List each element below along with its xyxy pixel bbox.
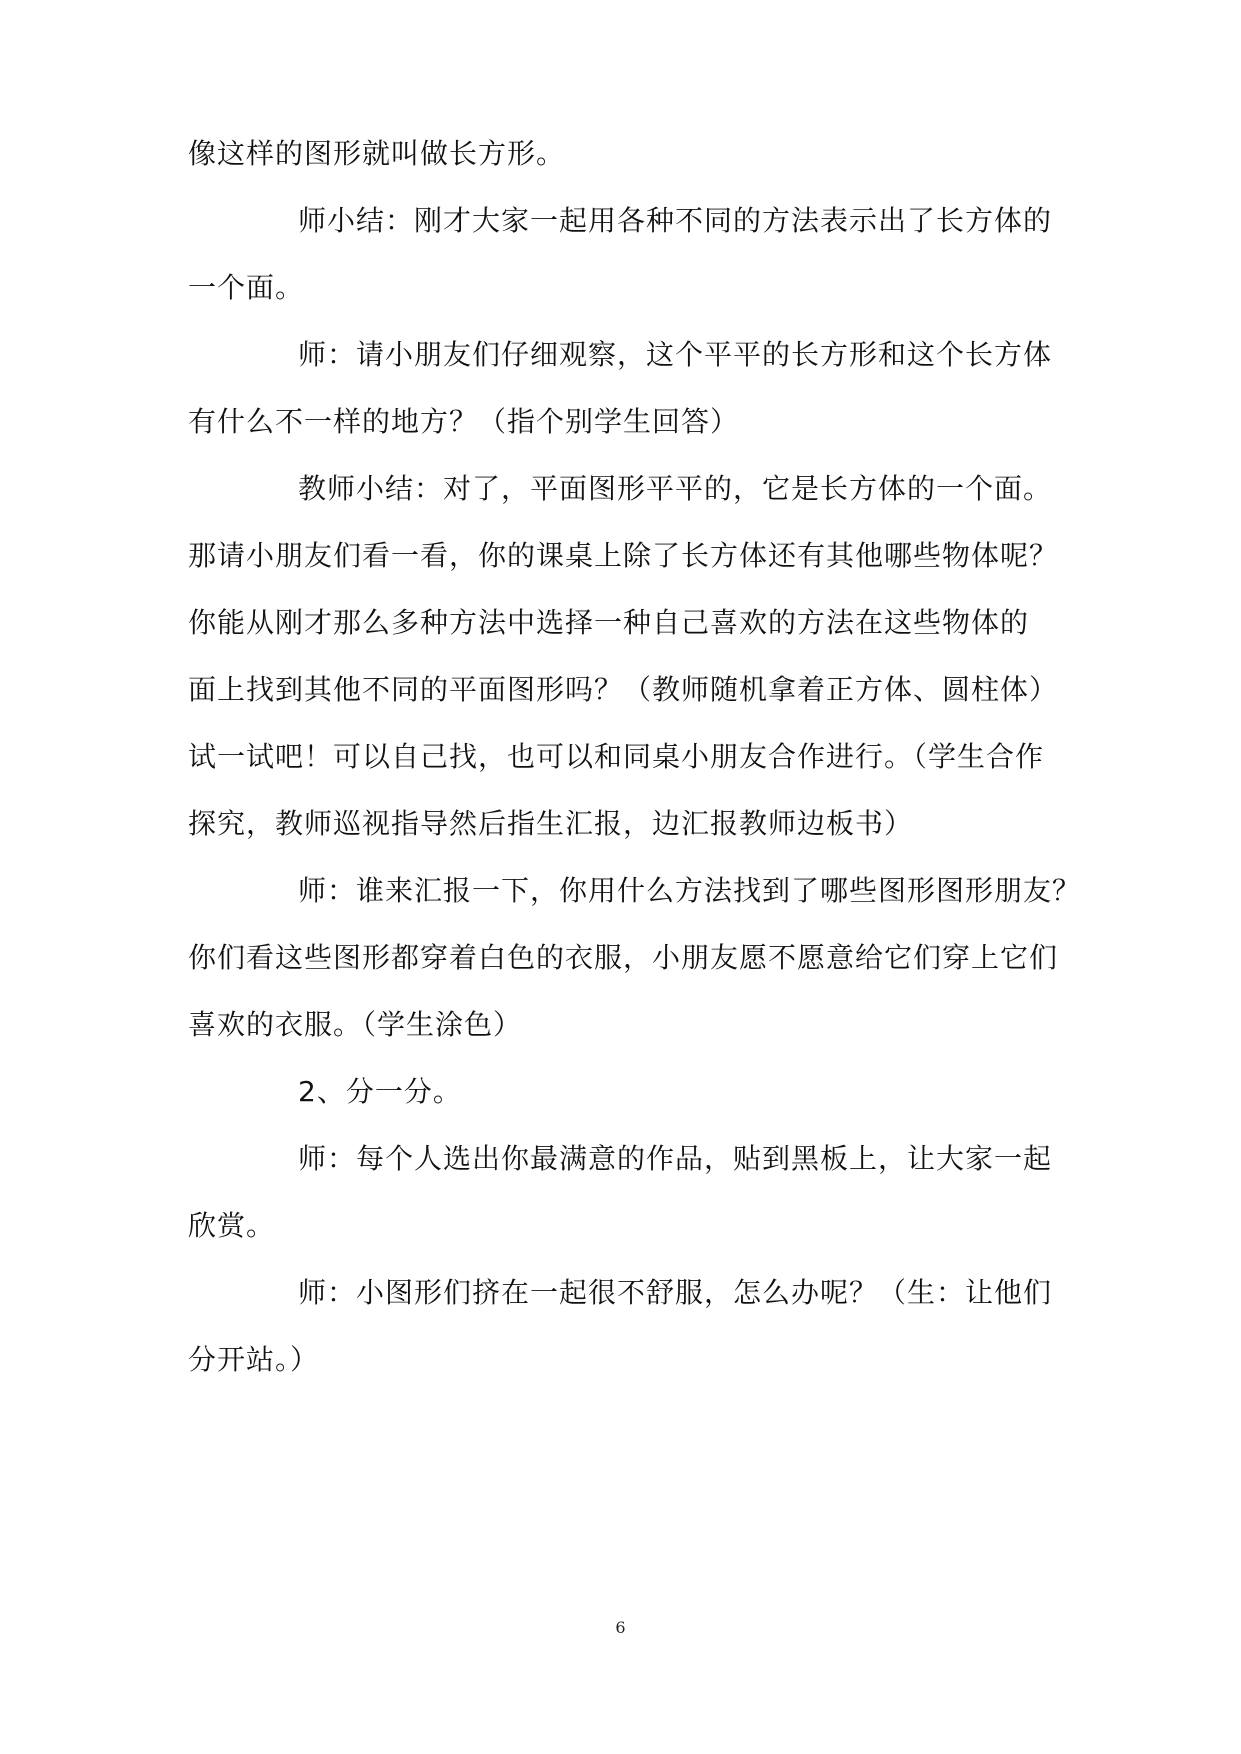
text-line: 你们看这些图形都穿着白色的衣服，小朋友愿不愿意给它们穿上它们 [188,941,1059,974]
text-line: 探究，教师巡视指导然后指生汇报，边汇报教师边板书） [188,807,914,840]
text-line: 喜欢的衣服。（学生涂色） [188,1008,523,1041]
text-line: 有什么不一样的地方？（指个别学生回答） [188,405,740,438]
text-line: 师：每个人选出你最满意的作品，贴到黑板上，让大家一起 [298,1142,1053,1175]
text-line: 像这样的图形就叫做长方形。 [188,137,566,170]
text-line: 那请小朋友们看一看，你的课桌上除了长方体还有其他哪些物体呢？ [188,539,1059,572]
page-number: 6 [615,1618,626,1637]
text-line: 欣赏。 [188,1209,276,1242]
text-line: 你能从刚才那么多种方法中选择一种自己喜欢的方法在这些物体的 [188,606,1030,639]
text-line: 师：谁来汇报一下，你用什么方法找到了哪些图形图形朋友？ [298,874,1082,907]
text-line: 分开站。） [188,1343,320,1376]
text-line: 师：小图形们挤在一起很不舒服，怎么办呢？（生：让他们 [298,1276,1053,1309]
text-line: 一个面。 [188,271,305,304]
text-line: 教师小结：对了，平面图形平平的，它是长方体的一个面。 [298,472,1053,505]
text-line: 2、分一分。 [298,1075,462,1108]
text-line: 试一试吧！可以自己找，也可以和同桌小朋友合作进行。（学生合作 [188,740,1045,773]
text-line: 师小结：刚才大家一起用各种不同的方法表示出了长方体的 [298,204,1053,237]
text-line: 面上找到其他不同的平面图形吗？（教师随机拿着正方体、圆柱体） [188,673,1059,706]
text-line: 师：请小朋友们仔细观察，这个平平的长方形和这个长方体 [298,338,1053,371]
